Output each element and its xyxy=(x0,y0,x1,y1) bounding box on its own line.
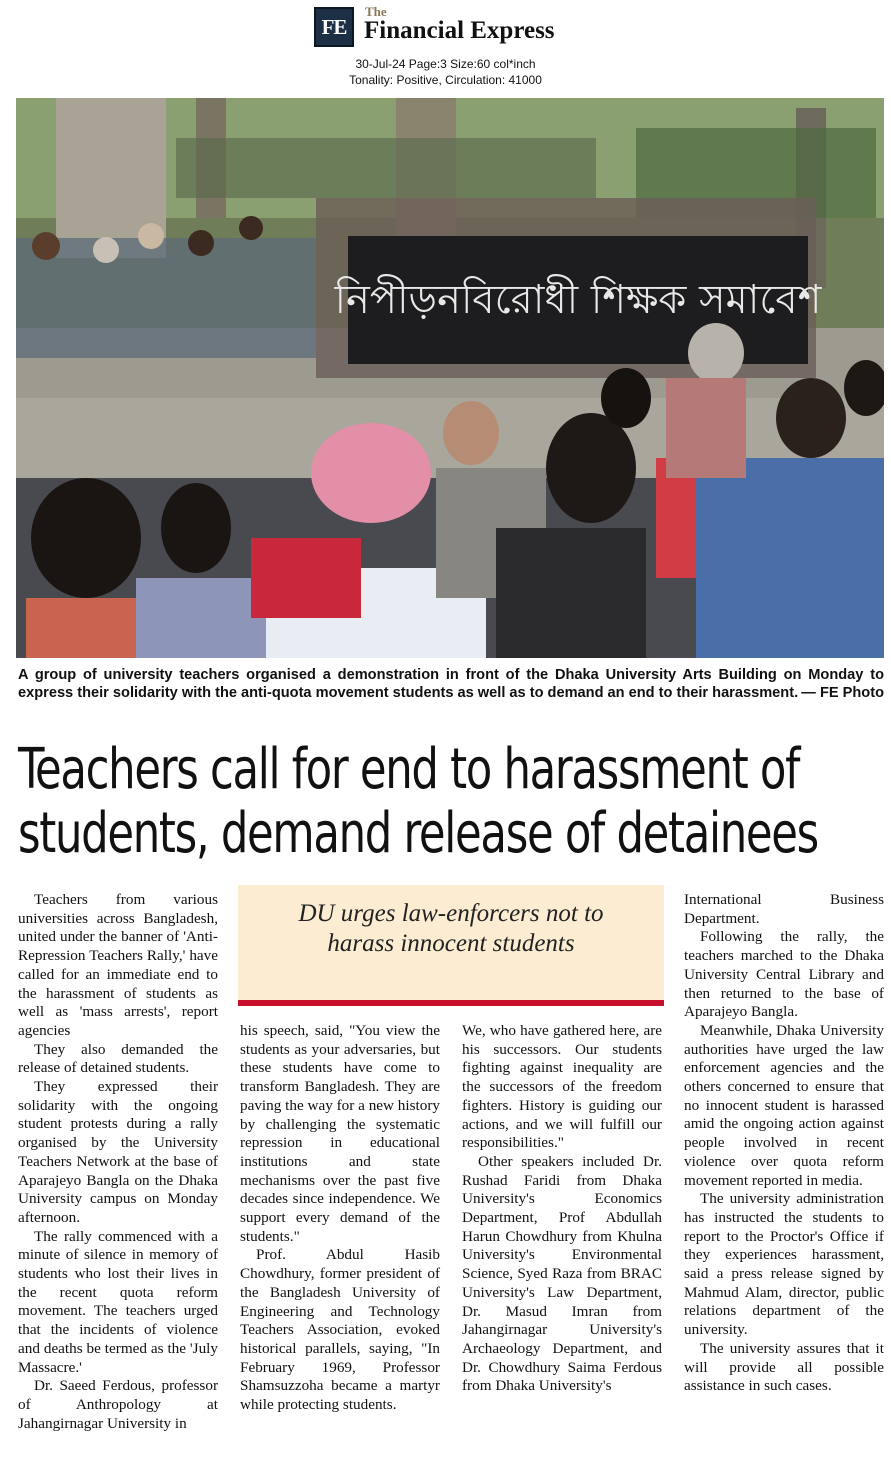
article-column-3 xyxy=(462,1022,662,1396)
paragraph: Dr. Saeed Ferdous, professor of Anthropology at Jahangirnagar University in xyxy=(18,1377,218,1432)
pull-quote-text: DU urges law-enforcers not to harass innocent students xyxy=(298,900,604,957)
pull-quote-box xyxy=(238,885,664,1006)
masthead xyxy=(0,0,891,92)
paragraph: Following the rally, the teachers marched to the Dhaka University Central Library and then returned to the base of Aparajeyo Bangla. xyxy=(684,928,884,1021)
newspaper-name: Financial Express xyxy=(364,17,555,44)
paragraph: They also demanded the release of detained students. xyxy=(18,1040,218,1077)
fe-logo: FE xyxy=(314,7,354,47)
paragraph: They expressed their solidarity with the ongoing student protests during a rally organised by the University Teachers Network at the base of Aparajeyo Bangla on the Dhaka University campus on Monday afternoon. xyxy=(18,1078,218,1226)
headline-line-1: Teachers call for end to harassment of xyxy=(18,737,800,802)
paragraph-continued: International Business Department. xyxy=(684,891,884,927)
clipping-meta-page: 30-Jul-24 Page:3 Size:60 col*inch xyxy=(355,57,536,71)
article-column-2 xyxy=(240,1022,440,1415)
paragraph: Meanwhile, Dhaka University authorities have urged the law enforcement agencies and the others concerned to ensure that no innocent student is harassed amid the ongoing action against people involved in recent violence over quota reform movement reported in media. xyxy=(684,1021,884,1189)
article-column-4 xyxy=(684,891,884,1396)
paragraph: Prof. Abdul Hasib Chowdhury, former president of the Bangladesh University of Engineering and Technology Teachers Association, evoked historical parallels, saying, "In February 1969, Professor Shamsuzzoha became a martyr while protecting students. xyxy=(240,1246,440,1414)
paragraph: The university assures that it will provide all possible assistance in such cases. xyxy=(684,1339,884,1395)
rally-photo-illustration xyxy=(16,98,884,658)
article-column-1 xyxy=(18,891,218,1433)
clipping-meta-tonality: Tonality: Positive, Circulation: 41000 xyxy=(349,73,542,87)
paragraph: The rally commenced with a minute of silence in memory of students who lost their lives in the recent quota reform movement. The teachers urged that the incidents of violence and deaths be termed as the 'July Massacre.' xyxy=(18,1227,218,1376)
news-photo xyxy=(16,98,884,658)
paragraph: The university administration has instructed the students to report to the Proctor's Office if they experiences harassment, said a press release signed by Mahmud Alam, director, public relations department of the university. xyxy=(684,1190,884,1339)
paragraph-continued: We, who have gathered here, are his successors. Our students fighting against inequality are the successors of the freedom fighters. History is guiding our actions, and we will fulfill our responsibilities." xyxy=(462,1022,662,1152)
photo-credit: — FE Photo xyxy=(801,685,884,701)
headline-line-2: students, demand release of detainees xyxy=(18,801,818,866)
paragraph: Other speakers included Dr. Rushad Faridi from Dhaka University's Economics Department, Prof Abdullah Harun Chowdhury from Khulna University's Environmental Science, Syed Raza from BRAC University's Law Department, Dr. Masud Imran from Jahangirnagar University's Archaeology Department, and Dr. Chowdhury Saima Ferdous from Dhaka University's xyxy=(462,1152,662,1395)
caption-text: A group of university teachers organised a demonstration in front of the Dhaka University Arts Building on Monday to express their solidarity with the anti-quota movement students as well as to demand an end to their harassment. xyxy=(18,667,884,701)
banner-text: নিপীড়নবিরোধী শিক্ষক সমাবেশ xyxy=(334,277,822,323)
photo-caption xyxy=(18,666,884,702)
article-headline xyxy=(18,737,818,866)
paragraph-continued: his speech, said, "You view the students as your adversaries, but these students have come to transform Bangladesh. They are paving the way for a new history by challenging the systematic repression in educational institutions and state mechanisms over the past five decades since independence. We support every demand of the students." xyxy=(240,1022,440,1245)
masthead-the: The xyxy=(365,4,387,19)
pull-quote-red-rule xyxy=(238,1000,664,1006)
paragraph: Teachers from various universities across Bangladesh, united under the banner of 'Anti-Repression Teachers Rally,' have called for an immediate end to the harassment of students as well as 'mass arrests', report agencies xyxy=(18,891,218,1039)
